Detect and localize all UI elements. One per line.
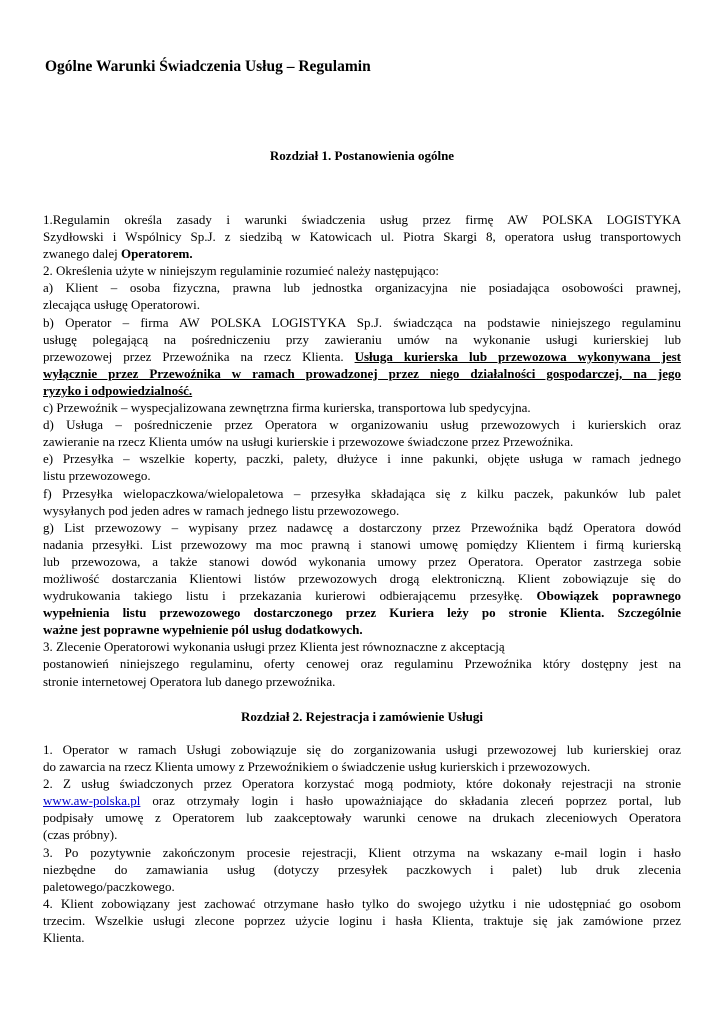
definition-f (43, 485, 681, 519)
chapter-1-body (43, 211, 681, 690)
text-line: stronie internetowej Operatora lub danego przewoźnika. (43, 673, 336, 689)
text-line: do zawarcia na rzecz Klienta umowy z Przewoźnikiem o świadczenie usług kurierskich i przewozowych. (43, 759, 591, 775)
text-line: 3. Po pozytywnie zakończonym procesie rejestracji, Klient otrzyma na wskazany e-mail login i hasło (43, 844, 681, 860)
text-line: lub przewozowa, a także stanowi dowód wykonania umowy przez Operatora. Operator zastrzega sobie (43, 553, 681, 569)
chapter-2-body (43, 741, 681, 946)
text-line: możliwość dostarczania Klientowi listów przewozowych drogą elektroniczną. Klient zobowiązuje się do (43, 570, 681, 586)
bold-text: Obowiązek poprawnego (536, 588, 682, 604)
bold-line: wypełnienia listu przewozowego dostarczonego przez Kuriera leży po stronie Klienta. Szczególnie (43, 605, 681, 621)
bold-line: ważne jest poprawne wypełnienie pól usług dodatkowych. (43, 622, 363, 638)
text-line: 2. Z usług świadczonych przez Operatora korzystać mogą podmioty, które dokonały rejestracji na stronie (43, 776, 681, 792)
text-line: zawieranie na rzecz Klienta umów na usługi kurierskie i przewozowe świadczone przez Przewoźnika. (43, 434, 574, 450)
text-span: oraz otrzymały login i hasło upoważniające do składania zleceń poprzez portal, lub (140, 793, 681, 809)
emphasis-text: Usługa kurierska lub przewozowa wykonywana jest (354, 348, 681, 364)
paragraph-2: 2. Określenia użyte w niniejszym regulaminie rozumieć należy następująco: (43, 263, 439, 279)
text-line: usługę polegającą na pośredniczeniu przy zawieraniu umów na wykonanie usługi kurierskiej lub (43, 331, 681, 347)
definition-e (43, 450, 681, 484)
text-line: zlecająca usługę Operatorowi. (43, 297, 201, 313)
paragraph-2 (43, 775, 681, 843)
paragraph-3 (43, 638, 681, 689)
emphasis-line: wyłącznie przez Przewoźnika w ramach prowadzonej przez niego działalności gospodarczej, na jego (43, 365, 681, 381)
definition-b (43, 314, 681, 399)
text-span: wydrukowania takiego listu i przekazania kurierowi odbierającemu przesyłkę. (43, 588, 537, 604)
text-line: 1. Operator w ramach Usługi zobowiązuje się do zorganizowania usługi przewozowej lub kurierskiej oraz (43, 742, 681, 757)
text-line: Klienta. (43, 930, 85, 946)
paragraph-4 (43, 895, 681, 946)
emphasis-text: ryzyko i odpowiedzialność. (43, 382, 193, 398)
text-line: paletowego/paczkowego. (43, 878, 175, 894)
text-line: postanowień niniejszego regulaminu, oferty cenowej oraz regulaminu Przewoźnika który dostępny jest na (43, 656, 681, 672)
text-line (43, 792, 681, 809)
text-line: Szydłowski i Wspólnicy Sp.J. z siedzibą w Katowicach ul. Piotra Skargi 8, operatora usług transportowych (43, 229, 681, 245)
text-line: b) Operator – firma AW POLSKA LOGISTYKA Sp.J. świadcząca na podstawie niniejszego regulaminu (43, 314, 681, 330)
paragraph-1 (43, 741, 681, 775)
text-line (43, 348, 681, 365)
text-line: 4. Klient zobowiązany jest zachować otrzymane hasło tylko do swojego użytku i nie udostępniać go osobom (43, 895, 681, 911)
text-line: d) Usługa – pośredniczenie przez Operatora w organizowaniu usług przewozowych i kurierskich oraz (43, 417, 681, 433)
text-line: f) Przesyłka wielopaczkowa/wielopaletowa – przesyłka składająca się z kilku paczek, pakunków lub palet (43, 485, 681, 501)
chapter-1-heading: Rozdział 1. Postanowienia ogólne (269, 148, 455, 163)
text-line (43, 587, 681, 604)
definition-g (43, 519, 681, 639)
text-line: (czas próbny). (43, 827, 118, 843)
operator-term: Operatorem. (120, 246, 193, 262)
text-span: przewozowej przez Przewoźnika na rzecz Klienta. (43, 348, 355, 364)
paragraph-1 (43, 211, 681, 262)
definition-c: c) Przewoźnik – wyspecjalizowana zewnętrzna firma kurierska, transportowa lub spedycyjna. (43, 400, 531, 416)
definition-a (43, 279, 681, 313)
text-line: trzecim. Wszelkie usługi zlecone poprzez użycie loginu i hasła Klienta, traktuje się jak zamówione przez (43, 912, 681, 928)
text-line: g) List przewozowy – wypisany przez nadawcę a dostarczony przez Przewoźnika bądź Operatora dowód (43, 519, 681, 535)
text-line: a) Klient – osoba fizyczna, prawna lub jednostka organizacyjna nie posiadająca osobowości prawnej, (43, 280, 681, 296)
chapter-2-heading: Rozdział 2. Rejestracja i zamówienie Usługi (241, 709, 483, 724)
text-line (43, 382, 681, 399)
text-line: niezbędne do zamawiania usług (dotyczy przesyłek paczkowych i palet) lub druk zlecenia (43, 861, 681, 877)
text-line (43, 245, 681, 262)
text-line: wysyłanych pod jeden adres w ramach jednego listu przewozowego. (43, 502, 400, 518)
text-span: zwanego dalej (43, 246, 121, 262)
text-line: nadania przesyłki. List przewozowy ma moc prawną i stanowi umowę pomiędzy Klientem i firmą kurierską (43, 536, 681, 552)
text-line: 3. Zlecenie Operatorowi wykonania usługi przez Klienta jest równoznaczne z akceptacją (43, 639, 505, 655)
text-line: podpisały umowę z Operatorem lub zaakceptowały warunki cenowe na drukach zleceniowych Operatora (43, 810, 681, 826)
paragraph-3 (43, 844, 681, 895)
text-line: e) Przesyłka – wszelkie koperty, paczki, palety, dłużyce i inne pakunki, objęte usługa w ramach jednego (43, 451, 681, 467)
website-link[interactable]: www.aw-polska.pl (43, 793, 141, 809)
text-line: listu przewozowego. (43, 468, 151, 484)
text-line: 1.Regulamin określa zasady i warunki świadczenia usług przez firmę AW POLSKA LOGISTYKA (43, 212, 681, 227)
document-title: Ogólne Warunki Świadczenia Usług – Regulamin (45, 58, 371, 75)
definition-d (43, 416, 681, 450)
